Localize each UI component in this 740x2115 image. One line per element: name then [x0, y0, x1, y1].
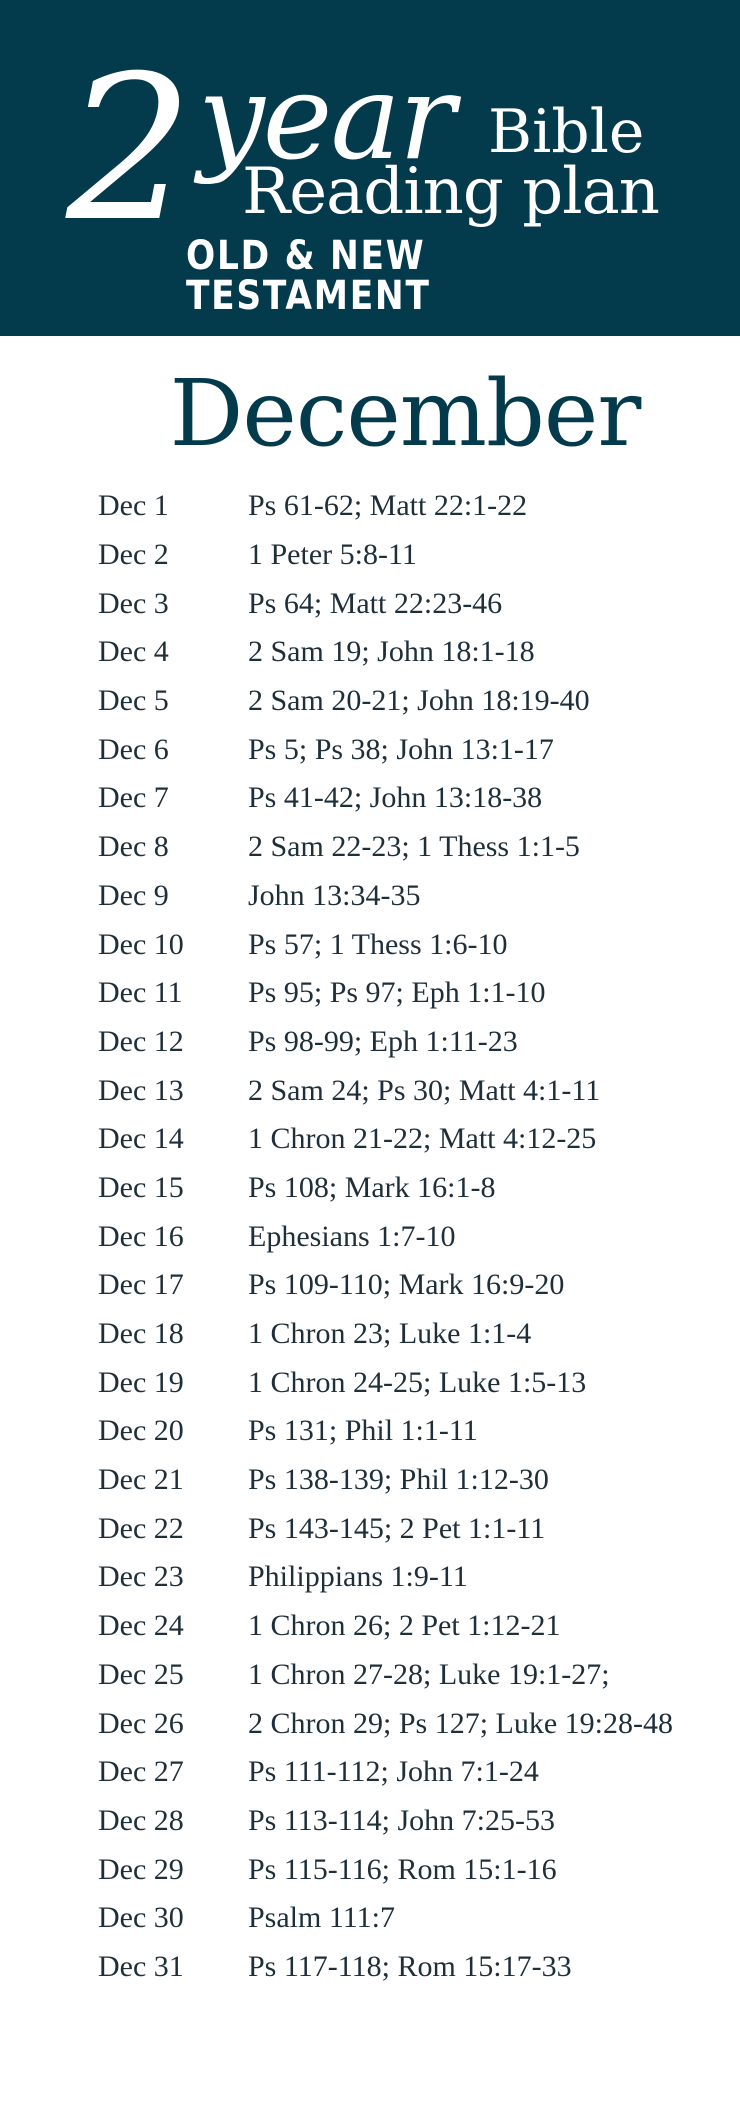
- plan-day: Dec 3: [98, 586, 169, 620]
- plan-reading: John 13:34-35: [248, 878, 421, 912]
- plan-day: Dec 8: [98, 830, 169, 864]
- plan-reading: 2 Sam 19; John 18:1-18: [248, 635, 535, 669]
- plan-row: [98, 677, 673, 726]
- plan-row: [98, 1310, 673, 1359]
- plan-row: [98, 1407, 673, 1456]
- plan-reading: Ps 138-139; Phil 1:12-30: [248, 1463, 549, 1497]
- plan-reading: 2 Sam 24; Ps 30; Matt 4:1-11: [248, 1073, 601, 1107]
- plan-day: Dec 16: [98, 1219, 184, 1253]
- plan-day: Dec 5: [98, 684, 169, 718]
- plan-row: [98, 1164, 673, 1213]
- plan-day: Dec 4: [98, 635, 169, 669]
- plan-row: [98, 1261, 673, 1310]
- plan-row: [98, 1845, 673, 1894]
- plan-reading: Ps 61-62; Matt 22:1-22: [248, 489, 528, 523]
- plan-reading: Ps 115-116; Rom 15:1-16: [248, 1852, 557, 1886]
- plan-row: [98, 1748, 673, 1797]
- plan-reading: Ps 131; Phil 1:1-11: [248, 1414, 478, 1448]
- plan-row: [98, 1651, 673, 1700]
- plan-day: Dec 9: [98, 878, 169, 912]
- plan-reading: Ps 108; Mark 16:1-8: [248, 1170, 496, 1204]
- plan-row: [98, 1699, 673, 1748]
- plan-reading: 1 Chron 27-28; Luke 19:1-27;: [248, 1657, 610, 1691]
- plan-day: Dec 31: [98, 1949, 184, 1983]
- plan-row: [98, 920, 673, 969]
- plan-reading: Ps 5; Ps 38; John 13:1-17: [248, 732, 554, 766]
- plan-reading: Ps 113-114; John 7:25-53: [248, 1803, 555, 1837]
- plan-reading: Ps 143-145; 2 Pet 1:1-11: [248, 1511, 546, 1545]
- plan-day: Dec 19: [98, 1365, 184, 1399]
- plan-reading: 1 Chron 21-22; Matt 4:12-25: [248, 1122, 597, 1156]
- plan-row: [98, 482, 673, 531]
- plan-reading: Ps 64; Matt 22:23-46: [248, 586, 503, 620]
- plan-day: Dec 17: [98, 1268, 184, 1302]
- plan-row: [98, 1894, 673, 1943]
- plan-row: [98, 725, 673, 774]
- plan-day: Dec 21: [98, 1463, 184, 1497]
- plan-row: [98, 531, 673, 580]
- plan-day: Dec 22: [98, 1511, 184, 1545]
- plan-reading: 1 Chron 26; 2 Pet 1:12-21: [248, 1609, 561, 1643]
- plan-day: Dec 13: [98, 1073, 184, 1107]
- plan-row: [98, 1115, 673, 1164]
- plan-row: [98, 1212, 673, 1261]
- plan-reading: Ps 95; Ps 97; Eph 1:1-10: [248, 976, 546, 1010]
- plan-reading: Philippians 1:9-11: [248, 1560, 468, 1594]
- plan-day: Dec 6: [98, 732, 169, 766]
- title-reading-plan: Reading plan: [242, 155, 659, 229]
- plan-reading: Ps 109-110; Mark 16:9-20: [248, 1268, 565, 1302]
- plan-row: [98, 1553, 673, 1602]
- plan-day: Dec 15: [98, 1170, 184, 1204]
- plan-row: [98, 1797, 673, 1846]
- plan-row: [98, 774, 673, 823]
- plan-day: Dec 25: [98, 1657, 184, 1691]
- plan-reading: Ps 41-42; John 13:18-38: [248, 781, 543, 815]
- plan-reading: 2 Chron 29; Ps 127; Luke 19:28-48: [248, 1706, 673, 1740]
- plan-day: Dec 24: [98, 1609, 184, 1643]
- plan-row: [98, 1018, 673, 1067]
- plan-day: Dec 14: [98, 1122, 184, 1156]
- plan-reading: 2 Sam 20-21; John 18:19-40: [248, 684, 590, 718]
- plan-reading: 1 Chron 23; Luke 1:1-4: [248, 1317, 532, 1351]
- plan-row: [98, 872, 673, 921]
- plan-reading: 2 Sam 22-23; 1 Thess 1:1-5: [248, 830, 580, 864]
- plan-day: Dec 28: [98, 1803, 184, 1837]
- plan-row: [98, 1943, 673, 1992]
- plan-day: Dec 12: [98, 1024, 184, 1058]
- plan-row: [98, 1358, 673, 1407]
- plan-reading: Psalm 111:7: [248, 1901, 395, 1935]
- plan-day: Dec 18: [98, 1317, 184, 1351]
- plan-row: [98, 1602, 673, 1651]
- plan-day: Dec 20: [98, 1414, 184, 1448]
- title-bible-word: Bible: [488, 97, 645, 167]
- title-year-word: year: [198, 48, 454, 186]
- plan-day: Dec 27: [98, 1755, 184, 1789]
- reading-plan-list: [98, 482, 673, 1991]
- plan-reading: Ps 111-112; John 7:1-24: [248, 1755, 539, 1789]
- plan-row: [98, 579, 673, 628]
- plan-day: Dec 7: [98, 781, 169, 815]
- plan-reading: Ephesians 1:7-10: [248, 1219, 456, 1253]
- plan-day: Dec 29: [98, 1852, 184, 1886]
- title-number: 2: [66, 33, 194, 266]
- plan-row: [98, 969, 673, 1018]
- plan-reading: Ps 57; 1 Thess 1:6-10: [248, 927, 508, 961]
- plan-day: Dec 1: [98, 489, 169, 523]
- plan-day: Dec 30: [98, 1901, 184, 1935]
- plan-row: [98, 823, 673, 872]
- plan-row: [98, 628, 673, 677]
- plan-row: [98, 1066, 673, 1115]
- plan-reading: 1 Chron 24-25; Luke 1:5-13: [248, 1365, 587, 1399]
- month-heading: December: [169, 360, 641, 467]
- plan-day: Dec 10: [98, 927, 184, 961]
- plan-day: Dec 23: [98, 1560, 184, 1594]
- testament-subtitle: OLD & NEW TESTAMENT: [186, 233, 431, 319]
- plan-day: Dec 11: [98, 976, 183, 1010]
- plan-reading: 1 Peter 5:8-11: [248, 538, 417, 572]
- plan-reading: Ps 117-118; Rom 15:17-33: [248, 1949, 572, 1983]
- title-banner: [0, 0, 740, 336]
- plan-day: Dec 26: [98, 1706, 184, 1740]
- plan-row: [98, 1504, 673, 1553]
- plan-day: Dec 2: [98, 538, 169, 572]
- plan-row: [98, 1456, 673, 1505]
- plan-reading: Ps 98-99; Eph 1:11-23: [248, 1024, 518, 1058]
